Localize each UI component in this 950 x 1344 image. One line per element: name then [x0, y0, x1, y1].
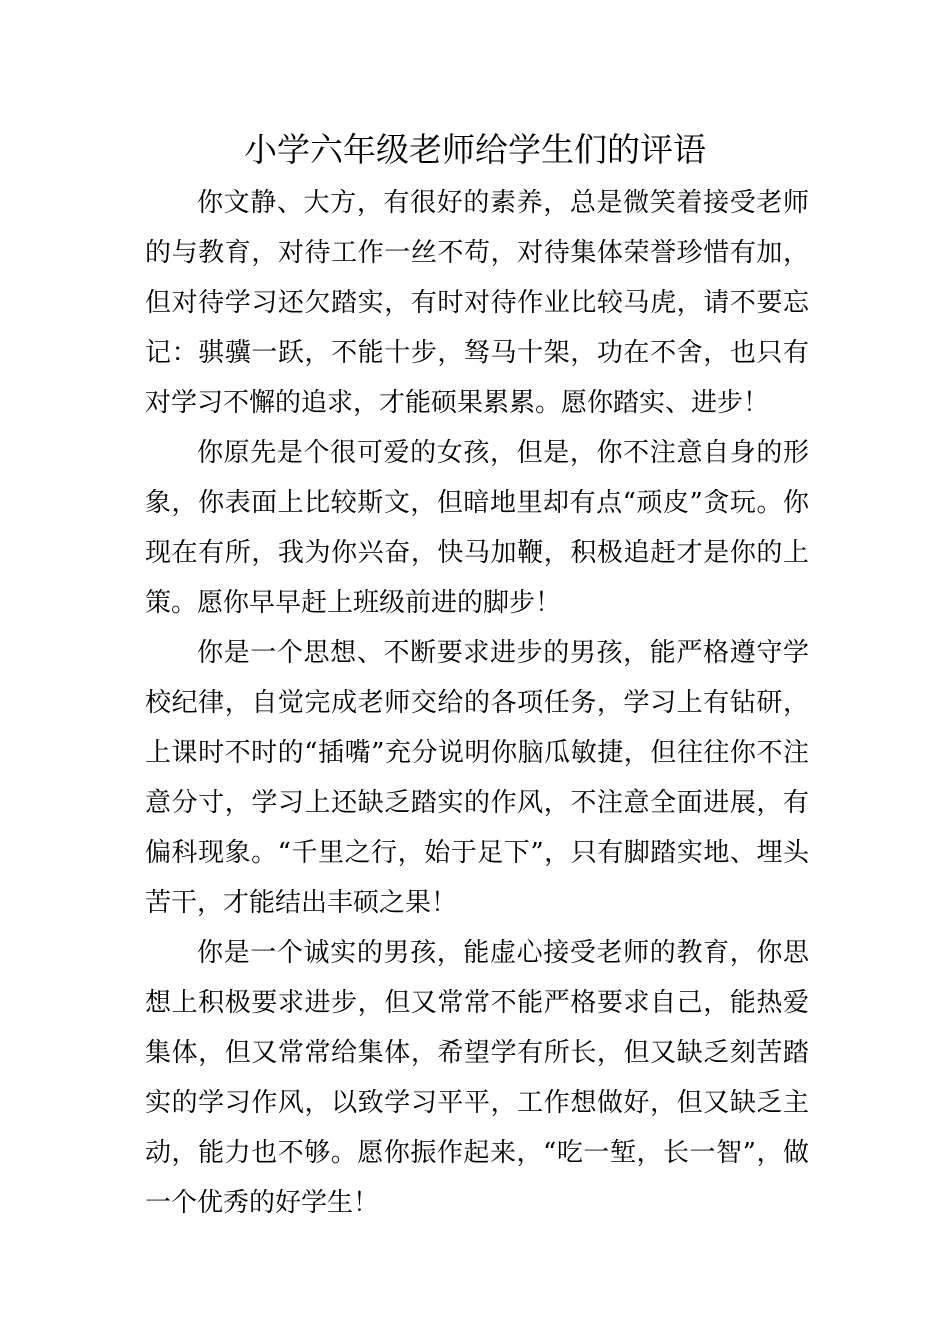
- document-body: [145, 178, 809, 1228]
- paragraph-2: 你原先是个很可爱的女孩，但是，你不注意自身的形象，你表面上比较斯文，但暗地里却有点“顽皮”贪玩。你现在有所，我为你兴奋，快马加鞭，积极追赶才是你的上策。愿你早早赶上班级前进的脚步！: [145, 438, 809, 618]
- paragraph-3: 你是一个思想、不断要求进步的男孩，能严格遵守学校纪律，自觉完成老师交给的各项任务，学习上有钻研，上课时不时的“插嘴”充分说明你脑瓜敏捷，但往往你不注意分寸，学习上还缺乏踏实的作风，不注意全面进展，有偏科现象。“千里之行，始于足下”，只有脚踏实地、埋头苦干，才能结出丰硕之果！: [145, 638, 809, 918]
- paragraph-1: 你文静、大方，有很好的素养，总是微笑着接受老师的与教育，对待工作一丝不苟，对待集体荣誉珍惜有加，但对待学习还欠踏实，有时对待作业比较马虎，请不要忘记：骐骥一跃，不能十步，驽马十架，功在不舍，也只有对学习不懈的追求，才能硕果累累。愿你踏实、进步！: [145, 188, 809, 418]
- paragraph-4: 你是一个诚实的男孩，能虚心接受老师的教育，你思想上积极要求进步，但又常常不能严格要求自己，能热爱集体，但又常常给集体，希望学有所长，但又缺乏刻苦踏实的学习作风，以致学习平平，工作想做好，但又缺乏主动，能力也不够。愿你振作起来，“吃一堑，长一智”，做一个优秀的好学生！: [145, 938, 809, 1218]
- document-title: 小学六年级老师给学生们的评语: [244, 130, 706, 169]
